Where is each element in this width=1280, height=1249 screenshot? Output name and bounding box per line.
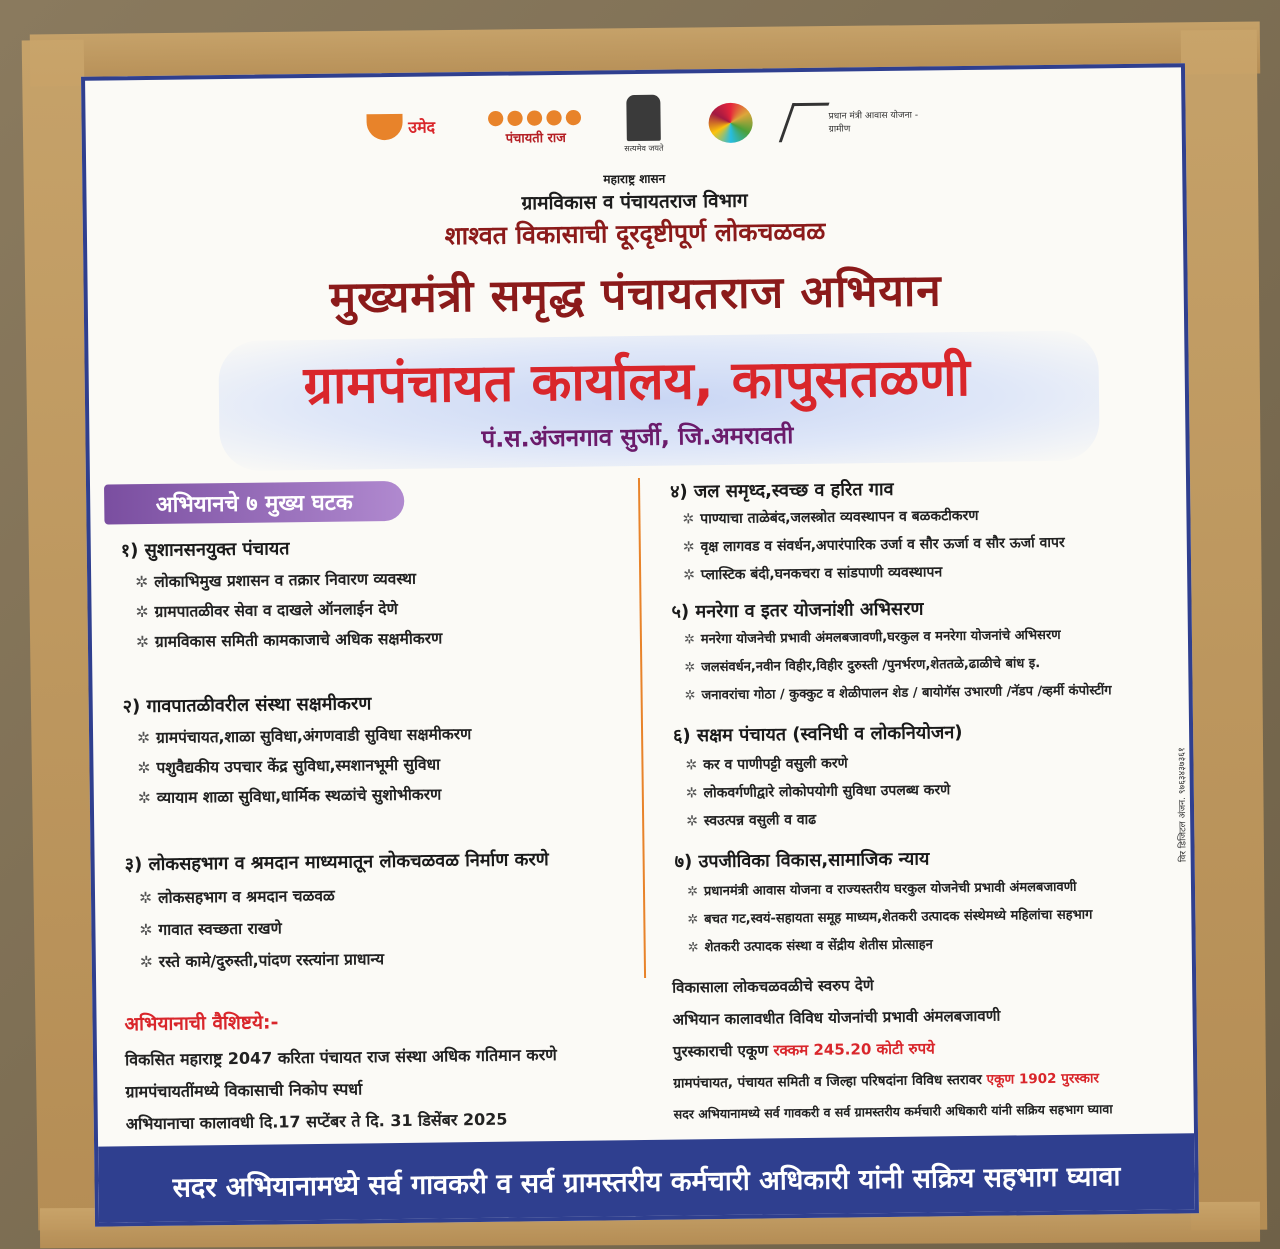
list-item: ✲ वृक्ष लागवड व संवर्धन,अपारंपारिक उर्जा व सौर ऊर्जा व सौर ऊर्जा वापर bbox=[682, 534, 1065, 556]
bullet-icon: ✲ bbox=[684, 688, 696, 704]
department-title: ग्रामविकास व पंचायतराज विभाग bbox=[521, 189, 748, 215]
bullet-icon: ✲ bbox=[682, 539, 695, 556]
list-item: ✲ गावात स्वच्छता राखणे bbox=[139, 919, 282, 940]
pmay-logo bbox=[785, 88, 926, 154]
government-label: महाराष्ट्र शासन bbox=[603, 171, 666, 187]
feature-item: विकासाला लोकचळवळीचे स्वरुप देणे bbox=[672, 976, 874, 997]
bullet-icon: ✲ bbox=[685, 757, 698, 774]
office-subtitle: पं.स.अंजनगाव सुर्जी, जि.अमरावती bbox=[481, 421, 794, 453]
poster bbox=[81, 63, 1199, 1226]
bullet-icon: ✲ bbox=[137, 788, 151, 808]
list-item: ✲ ग्रामपंचायत,शाळा सुविधा,अंगणवाडी सुविधा सक्षमीकरण bbox=[136, 725, 472, 748]
list-item: ✲ ग्रामपातळीवर सेवा व दाखले ऑनलाईन देणे bbox=[135, 599, 398, 622]
bullet-icon: ✲ bbox=[135, 573, 149, 592]
bullet-icon: ✲ bbox=[686, 884, 699, 900]
list-item: ✲ लोकाभिमुख प्रशासन व तक्रार निवारण व्यवस्था bbox=[135, 569, 417, 592]
list-item: ✲ प्रधानमंत्री आवास योजना व राज्यस्तरीय घरकुल योजनेची प्रभावी अंमलबजावणी bbox=[686, 879, 1077, 900]
list-item: ✲ लोकसहभाग व श्रमदान चळवळ bbox=[138, 886, 335, 908]
bullet-icon: ✲ bbox=[687, 912, 699, 928]
people-icon: ●●●●● bbox=[486, 103, 585, 129]
footer-banner: सदर अभियानामध्ये सर्व गावकरी व सर्व ग्रामस्तरीय कर्मचारी अधिकारी यांनी सक्रिय सहभाग घ्यावा bbox=[98, 1133, 1195, 1226]
emblem-icon bbox=[626, 94, 661, 140]
bullet-icon: ✲ bbox=[135, 603, 149, 622]
logo-strip bbox=[345, 88, 966, 176]
list-item: ✲ शेतकरी उत्पादक संस्था व सेंद्रीय शेतीस प्रोत्साहन bbox=[687, 937, 933, 956]
bullet-icon: ✲ bbox=[139, 920, 153, 940]
pmay-label: प्रधान मंत्री आवास योजना - ग्रामीण bbox=[828, 110, 919, 135]
feature-item: अभियान कालावधीत विविध योजनांची प्रभावी अंमलबजावणी bbox=[672, 1006, 1001, 1029]
feature-item: ग्रामपंचायतींमध्ये विकासाची निकोप स्पर्धा bbox=[125, 1079, 363, 1102]
umed-label: उमेद bbox=[408, 117, 436, 137]
list-item: ✲ जनावरांचा गोठा / कुक्कुट व शेळीपालन शेड / बायोगॅस उभारणी /नॅडप /व्हर्मी कंपोस्टींग bbox=[684, 683, 1112, 704]
section-title: ५) मनरेगा व इतर योजनांशी अभिसरण bbox=[671, 598, 924, 623]
list-item: ✲ पाण्याचा ताळेबंद,जलस्त्रोत व्यवस्थापन व बळकटीकरण bbox=[682, 507, 979, 528]
sdg-wheel-icon bbox=[708, 103, 752, 144]
list-item: ✲ बचत गट,स्वयं-सहायता समूह माध्यम,शेतकरी उत्पादक संस्थेमध्ये महिलांचा सहभाग bbox=[687, 907, 1093, 928]
section-title: ४) जल समृध्द,स्वच्छ व हरित गाव bbox=[670, 478, 894, 503]
national-emblem-logo bbox=[613, 92, 674, 157]
campaign-title: मुख्यमंत्री समृद्ध पंचायतराज अभियान bbox=[329, 265, 942, 324]
section-title: ७) उपजीविका विकास,सामाजिक न्याय bbox=[674, 848, 930, 873]
feature-item: ग्रामपंचायत, पंचायत समिती व जिल्हा परिषदांना विविध स्तरावर एकूण 1902 पुरस्कार bbox=[673, 1070, 1100, 1092]
components-badge: अभियानचे ७ मुख्य घटक bbox=[104, 481, 404, 525]
bullet-icon: ✲ bbox=[687, 940, 699, 956]
umed-hand-icon bbox=[366, 114, 402, 140]
umed-logo bbox=[345, 94, 456, 159]
sdg-logo bbox=[695, 90, 766, 155]
list-item: ✲ रस्ते कामे/दुरुस्ती,पांदण रस्त्यांना प्राधान्य bbox=[139, 950, 385, 972]
feature-item: विकसित महाराष्ट्र 2047 करिता पंचायत राज संस्था अधिक गतिमान करणे bbox=[124, 1045, 557, 1070]
section-title: ६) सक्षम पंचायत (स्वनिधी व लोकनियोजन) bbox=[672, 722, 963, 747]
feature-item: अभियानाचा कालावधी दि.17 सप्टेंबर ते दि. 31 डिसेंबर 2025 bbox=[125, 1109, 508, 1134]
bullet-icon: ✲ bbox=[685, 785, 698, 802]
column-divider bbox=[638, 478, 646, 978]
list-item: ✲ प्लास्टिक बंदी,घनकचरा व सांडपाणी व्यवस्थापन bbox=[683, 564, 943, 584]
list-item: ✲ ग्रामविकास समिती कामकाजाचे अधिक सक्षमीकरण bbox=[135, 629, 443, 652]
section-title: ३) लोकसहभाग व श्रमदान माध्यमातून लोकचळवळ निर्माण करणे bbox=[124, 849, 549, 876]
bullet-icon: ✲ bbox=[686, 813, 698, 830]
bullet-icon: ✲ bbox=[683, 567, 695, 584]
house-icon bbox=[779, 102, 830, 142]
list-item: ✲ जलसंवर्धन,नवीन विहीर,विहीर दुरुस्ती /पुनर्भरण,शेततळे,ढाळीचे बांध इ. bbox=[684, 656, 1041, 676]
list-item: ✲ मनरेगा योजनेची प्रभावी अंमलबजावणी,घरकुल व मनरेगा योजनांचे अभिसरण bbox=[683, 627, 1061, 648]
bullet-icon: ✲ bbox=[135, 632, 150, 652]
list-item: ✲ कर व पाणीपट्टी वसुली करणे bbox=[685, 755, 848, 774]
panchayat-raj-logo bbox=[475, 93, 596, 158]
bullet-icon: ✲ bbox=[682, 511, 695, 528]
feature-item: पुरस्काराची एकूण रक्कम 245.20 कोटी रुपये bbox=[672, 1039, 935, 1061]
printer-credit: विर डिजिटल अंजन. ९७६३४३७३६१ bbox=[1177, 747, 1189, 863]
bullet-icon: ✲ bbox=[137, 758, 151, 778]
list-item: ✲ स्वउत्पन्न वसुली व वाढ bbox=[686, 811, 817, 830]
features-title: अभियानाची वैशिष्टये:- bbox=[124, 1011, 279, 1036]
prize-amount: रक्कम 245.20 कोटी रुपये bbox=[773, 1039, 935, 1060]
list-item: ✲ व्यायाम शाळा सुविधा,धार्मिक स्थळांचे सुशोभीकरण bbox=[137, 785, 442, 808]
bullet-icon: ✲ bbox=[684, 660, 696, 676]
list-item: ✲ लोकवर्गणीद्वारे लोकोपयोगी सुविधा उपलब्ध करणे bbox=[685, 782, 951, 802]
section-title: १) सुशानसनयुक्त पंचायत bbox=[120, 538, 290, 562]
bullet-icon: ✲ bbox=[139, 952, 153, 972]
tagline: शाश्वत विकासाची दूरदृष्टीपूर्ण लोकचळवळ bbox=[444, 216, 826, 251]
panchayat-label: पंचायती राज bbox=[505, 130, 566, 147]
feature-item: सदर अभियानामध्ये सर्व गावकरी व सर्व ग्रामस्तरीय कर्मचारी अधिकारी यांनी सक्रिय सहभाग घ्यावा bbox=[673, 1101, 1113, 1122]
section-title: २) गावपातळीवरील संस्था सक्षमीकरण bbox=[122, 693, 372, 718]
office-title: ग्रामपंचायत कार्यालय, कापुसतळणी bbox=[303, 347, 971, 417]
bullet-icon: ✲ bbox=[138, 888, 153, 908]
prize-count: एकूण 1902 पुरस्कार bbox=[986, 1070, 1100, 1088]
bullet-icon: ✲ bbox=[136, 728, 151, 748]
emblem-caption: सत्यमेव जयते bbox=[624, 143, 664, 153]
list-item: ✲ पशुवैद्यकीय उपचार केंद्र सुविधा,स्मशानभूमी सुविधा bbox=[137, 755, 441, 778]
bullet-icon: ✲ bbox=[683, 632, 695, 648]
